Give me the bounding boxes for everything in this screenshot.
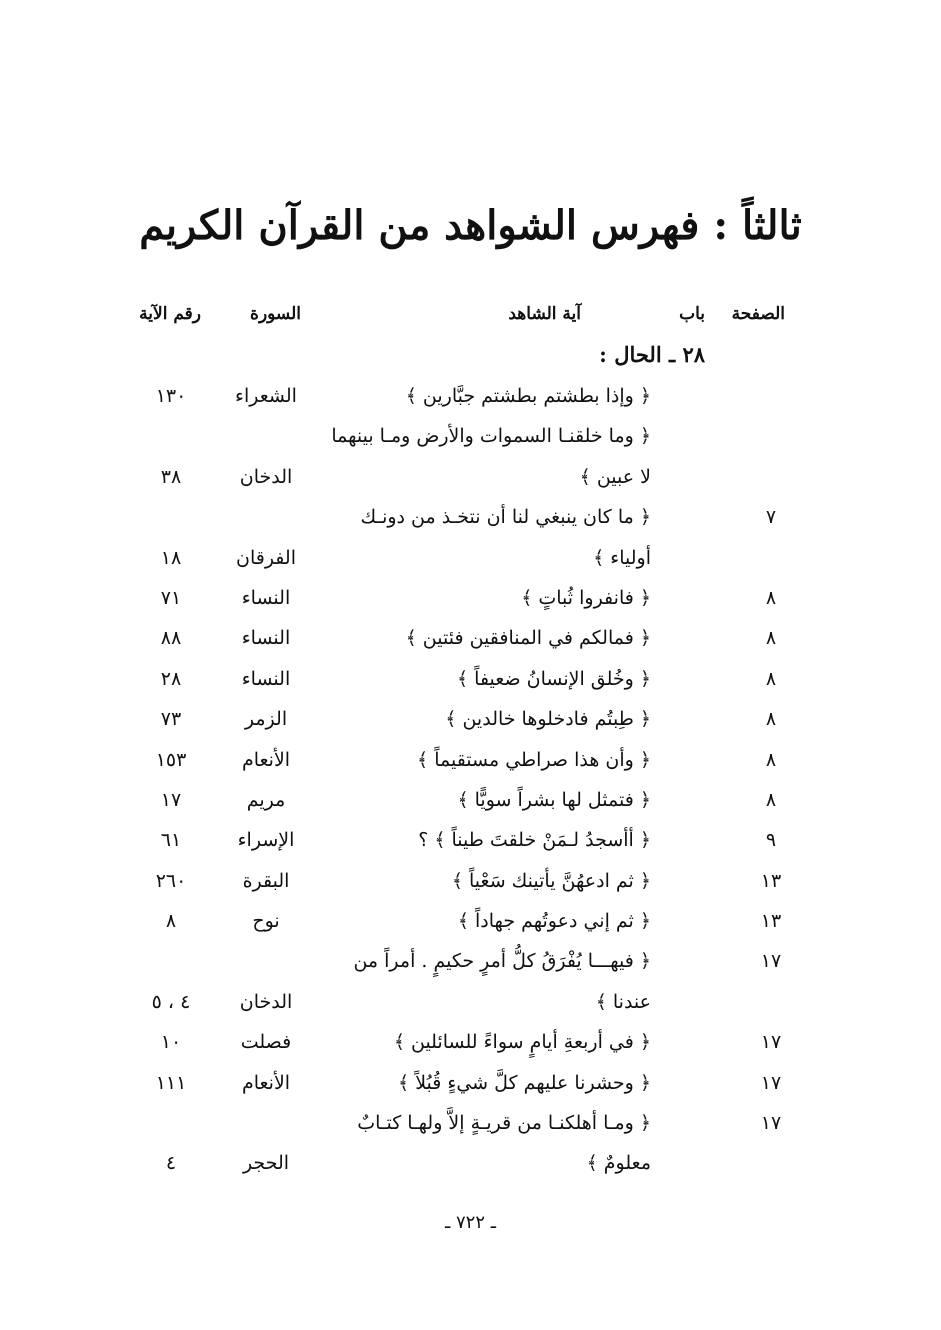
row-verse-text: ﴿ وما خلقنـا السموات والأرض ومـا بينهما — [331, 425, 651, 448]
row-verse-text: لا عبين ﴾ — [579, 465, 651, 488]
row-page-number: ١٣ — [760, 869, 782, 892]
row-page-number: ١٧ — [760, 1031, 782, 1054]
row-verse-text: ﴿ وإذا بطشتم بطشتم جبَّارين ﴾ — [405, 385, 651, 407]
row-verse-number: ٣٨ — [160, 465, 182, 488]
row-page-number: ٨ — [765, 667, 777, 690]
row-verse-text: ﴿ فيهـــا يُفْرَقُ كلُّ أمرٍ حكيمٍ . أمراً من — [353, 950, 651, 973]
row-surah-name: النساء — [241, 627, 291, 650]
row-verse-number: ٧٣ — [160, 708, 182, 731]
row-verse-number: ١٨ — [160, 546, 182, 569]
row-verse-text: ﴿ وحشرنا عليهم كلَّ شيءٍ قُبُلاً ﴾ — [398, 1071, 651, 1094]
table-row — [0, 861, 941, 901]
column-header-verse: آية الشاهد — [508, 304, 581, 324]
row-verse-text: عندنا ﴾ — [595, 990, 651, 1013]
row-page-number: ١٧ — [760, 1112, 782, 1135]
row-verse-number: ١١١ — [155, 1071, 187, 1094]
index-table — [0, 376, 941, 1184]
table-row — [0, 538, 941, 578]
row-surah-name: النساء — [241, 667, 291, 690]
row-verse-number: ٨٨ — [160, 627, 182, 650]
row-verse-number: ٤ ، ٥ — [151, 990, 191, 1013]
row-page-number: ١٣ — [760, 910, 782, 933]
column-header-surah: السورة — [250, 304, 301, 324]
row-verse-text: ﴿ أأسجدُ لـمَنْ خلقتَ طيناً ﴾ ؟ — [418, 829, 651, 852]
row-surah-name: الزمر — [244, 708, 288, 731]
row-page-number: ٨ — [765, 627, 777, 650]
row-page-number: ١٧ — [760, 1071, 782, 1094]
column-header-bab: باب — [679, 304, 705, 324]
row-page-number: ٨ — [765, 748, 777, 771]
row-verse-text: ﴿ طِبتُم فادخلوها خالدين ﴾ — [445, 708, 651, 731]
row-page-number: ١٧ — [760, 950, 782, 973]
row-page-number: ٨ — [765, 788, 777, 811]
page-number: ـ ٧٢٢ ـ — [444, 1212, 496, 1233]
row-verse-text: ﴿ ثم ادعهُنَّ يأتينك سَعْياً ﴾ — [451, 869, 651, 892]
row-surah-name: النساء — [241, 586, 291, 609]
row-verse-text: ﴿ فانفروا ثُباتٍ ﴾ — [521, 586, 651, 609]
table-row — [0, 982, 941, 1022]
row-page-number: ٨ — [765, 586, 777, 609]
table-row — [0, 941, 941, 981]
table-row — [0, 820, 941, 860]
row-verse-number: ١٠ — [160, 1031, 182, 1054]
table-row — [0, 780, 941, 820]
row-verse-text: ﴿ وأن هذا صراطي مستقيماً ﴾ — [417, 748, 651, 771]
column-header-verse-number: رقم الآية — [139, 304, 201, 324]
row-surah-name: الأنعام — [241, 748, 291, 771]
row-verse-text: ﴿ ومـا أهلكنـا من قريـةٍ إلاَّ ولهـا كتـابٌ — [357, 1112, 651, 1135]
table-row — [0, 1022, 941, 1062]
row-surah-name: الدخان — [239, 465, 293, 488]
row-verse-number: ٢٨ — [160, 667, 182, 690]
row-verse-text: ﴿ ثم إني دعوتُهم جهاداً ﴾ — [457, 910, 651, 933]
row-surah-name: الشعراء — [235, 385, 297, 407]
table-row — [0, 457, 941, 497]
table-row — [0, 901, 941, 941]
row-verse-text: أولياء ﴾ — [593, 546, 651, 569]
row-verse-text: ﴿ وخُلق الإنسانُ ضعيفاً ﴾ — [456, 667, 651, 690]
row-surah-name: فصلت — [240, 1031, 292, 1054]
row-verse-text: ﴿ في أربعةِ أيامٍ سواءً للسائلين ﴾ — [393, 1031, 651, 1054]
section-heading: ٢٨ ـ الحال : — [599, 342, 705, 367]
row-surah-name: نوح — [252, 910, 280, 933]
row-surah-name: الإسراء — [237, 829, 295, 852]
row-page-number: ٨ — [765, 708, 777, 731]
row-verse-text: ﴿ فمالكم في المنافقين فئتين ﴾ — [405, 627, 651, 650]
table-row — [0, 416, 941, 456]
row-surah-name: البقرة — [242, 869, 290, 892]
row-surah-name: الحجر — [242, 1152, 290, 1175]
table-row — [0, 740, 941, 780]
table-row — [0, 1063, 941, 1103]
table-row — [0, 1103, 941, 1143]
row-surah-name: مريم — [246, 788, 286, 811]
row-surah-name: الدخان — [239, 990, 293, 1013]
table-row — [0, 578, 941, 618]
row-page-number: ٧ — [765, 506, 777, 529]
row-verse-text: ﴿ ما كان ينبغي لنا أن نتخـذ من دونـك — [360, 506, 651, 529]
table-row — [0, 659, 941, 699]
table-row — [0, 699, 941, 739]
row-verse-text: معلومٌ ﴾ — [586, 1152, 651, 1175]
table-row — [0, 497, 941, 537]
column-header-page: الصفحة — [731, 304, 785, 324]
row-verse-number: ٢٦٠ — [155, 869, 187, 892]
row-verse-number: ٤ — [165, 1152, 177, 1175]
table-row — [0, 618, 941, 658]
row-verse-number: ٦١ — [160, 829, 182, 852]
row-verse-number: ٧١ — [160, 586, 182, 609]
row-surah-name: الفرقان — [236, 546, 296, 569]
row-surah-name: الأنعام — [241, 1071, 291, 1094]
row-verse-number: ١٧ — [160, 788, 182, 811]
table-row — [0, 1143, 941, 1183]
row-verse-number: ١٣٠ — [155, 385, 187, 407]
row-verse-number: ١٥٣ — [155, 748, 187, 771]
page-title: ثالثاً : فهرس الشواهد من القرآن الكريم — [139, 202, 802, 249]
row-verse-text: ﴿ فتمثل لها بشراً سويًّا ﴾ — [457, 788, 651, 811]
row-verse-number: ٨ — [165, 910, 177, 933]
table-row — [0, 376, 941, 416]
row-page-number: ٩ — [765, 829, 777, 852]
